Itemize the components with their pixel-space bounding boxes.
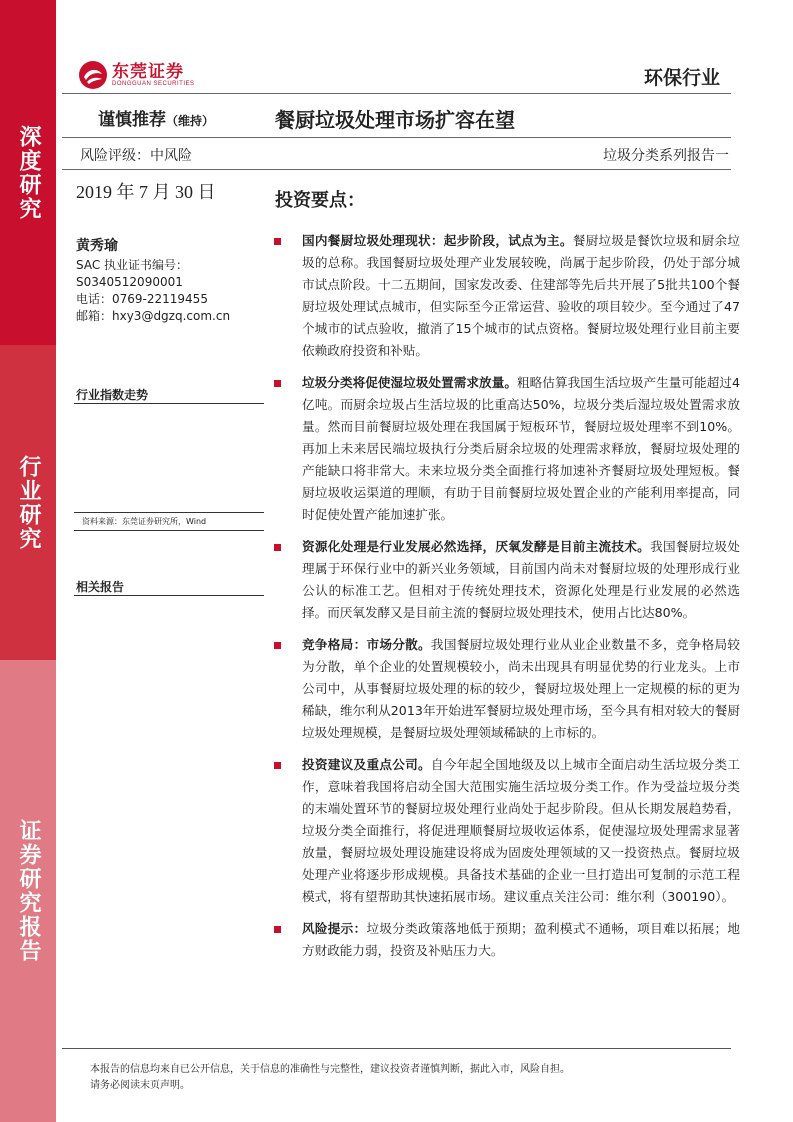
logo-name: 东莞证券	[112, 62, 184, 82]
sac-number: S0340512090001	[76, 275, 183, 289]
band-segment-securities-report	[0, 660, 56, 1122]
analyst-name: 黄秀瑜	[76, 238, 118, 254]
company-logo	[78, 60, 195, 90]
key-points-list	[270, 226, 740, 962]
key-points-title: 投资要点：	[275, 190, 365, 211]
band-label: 行业研究	[16, 454, 41, 551]
subheader-divider	[62, 169, 731, 170]
key-point	[270, 754, 740, 908]
logo-english-name: DONGGUAN SECURITIES	[112, 81, 195, 87]
disclaimer-line: 请务必阅读末页声明。	[90, 1080, 190, 1091]
key-point	[270, 918, 740, 962]
bullet-square-icon	[274, 762, 281, 769]
band-segment-industry-research	[0, 345, 56, 660]
key-point-body: 餐厨垃圾是餐饮垃圾和厨余垃圾的总称。我国餐厨垃圾处理产业发展较晚，尚属于起步阶段，仍处于部分城市试点阶段。十二五期间，国家发改委、住建部等先后共开展了5批共100个餐厨垃圾处理试点城市，但实际至今正常运营、验收的项目较少。至今通过了47个城市的试点验收，撤消了15个城市的试点资格。餐厨垃圾处理行业目前主要依赖政府投资和补贴。	[302, 233, 741, 358]
rating	[98, 105, 214, 130]
related-reports-title: 相关报告	[76, 580, 125, 594]
industry-label: 环保行业	[643, 67, 720, 89]
bullet-square-icon	[274, 380, 281, 387]
key-point	[270, 634, 740, 744]
sac-label: SAC 执业证书编号：	[76, 258, 189, 272]
bullet-square-icon	[274, 642, 281, 649]
footer-disclaimer	[90, 1062, 570, 1094]
key-point-heading: 资源化处理是行业发展必然选择，厌氧发酵是目前主流技术。	[302, 539, 651, 554]
key-point-body: 自今年起全国地级及以上城市全面启动生活垃圾分类工作，意味着我国将启动全国大范围实施生活垃圾分类工作。作为受益垃圾分类的末端处置环节的餐厨垃圾处理行业尚处于起步阶段。但从长期发展趋势看，垃圾分类全面推行，将促进理顺餐厨垃圾收运体系，促使湿垃圾处理需求显著放量，餐厨垃圾处理设施建设将成为固废处理领域的又一投资热点。餐厨垃圾处理产业将逐步形成规模。具备技术基础的企业一旦打造出可复制的示范工程模式，将有望帮助其快速拓展市场。建议重点关注公司：维尔利（300190）。	[302, 757, 741, 904]
logo-mark-icon	[78, 60, 108, 90]
side-band	[0, 0, 56, 1122]
band-segment-deep-research	[0, 0, 56, 345]
key-point	[270, 230, 740, 362]
bullet-square-icon	[274, 238, 281, 245]
index-trend-title: 行业指数走势	[76, 388, 149, 402]
analyst-phone: 电话：0769-22119455	[76, 292, 208, 306]
report-date: 2019 年 7 月 30 日	[76, 182, 216, 202]
key-point-heading: 投资建议及重点公司。	[302, 757, 431, 772]
disclaimer-line: 本报告的信息均来自已公开信息，关于信息的准确性与完整性，建议投资者谨慎判断，据此入市，风险自担。	[90, 1064, 570, 1075]
bullet-square-icon	[274, 926, 281, 933]
key-point-body: 我国餐厨垃圾处理行业从业企业数量不多，竞争格局较为分散，单个企业的处置规模较小，尚未出现具有明显优势的行业龙头。上市公司中，从事餐厨垃圾处理的标的较少，餐厨垃圾处理上一定规模的标的更为稀缺，维尔利从2013年开始进军餐厨垃圾处理市场，至今具有相对较大的餐厨垃圾处理规模，是餐厨垃圾处理领域稀缺的上市标的。	[302, 637, 741, 740]
risk-rating: 风险评级：中风险	[80, 148, 192, 164]
report-title: 餐厨垃圾处理市场扩容在望	[275, 108, 515, 132]
key-point-body: 粗略估算我国生活垃圾产生量可能超过4亿吨。而厨余垃圾占生活垃圾的比重高达50%，垃圾分类后湿垃圾处置需求放量。然而目前餐厨垃圾处理在我国属于短板环节，餐厨垃圾处理率不到10%。再加上未来居民端垃圾执行分类后厨余垃圾的处理需求释放，餐厨垃圾处理的产能缺口将非常大。未来垃圾分类全面推行将加速补齐餐厨垃圾处理短板。餐厨垃圾收运渠道的理顺，有助于目前餐厨垃圾处置企业的产能利用率提高，同时促使处置产能加速扩张。	[302, 375, 741, 522]
report-series: 垃圾分类系列报告一	[603, 148, 729, 164]
key-point-body: 垃圾分类政策落地低于预期；盈利模式不通畅，项目难以拓展；地方财政能力弱，投资及补贴压力大。	[302, 921, 741, 958]
header-divider	[62, 93, 731, 94]
rating-label: 谨慎推荐	[98, 110, 166, 130]
key-point-heading: 竞争格局：市场分散。	[302, 637, 431, 652]
title-divider	[62, 137, 731, 138]
rating-note: （维持）	[166, 114, 215, 128]
chart-source: 资料来源：东莞证券研究所，Wind	[82, 517, 207, 526]
related-reports-divider	[74, 595, 264, 596]
analyst-email: 邮箱：hxy3@dgzq.com.cn	[76, 309, 231, 323]
band-label: 深度研究	[16, 124, 41, 221]
band-label: 证券研究报告	[16, 819, 41, 963]
index-trend-divider	[74, 403, 264, 404]
key-point	[270, 536, 740, 624]
bullet-square-icon	[274, 544, 281, 551]
key-point-heading: 垃圾分类将促使湿垃圾处置需求放量。	[302, 375, 517, 390]
key-point	[270, 372, 740, 526]
key-point-heading: 国内餐厨垃圾处理现状：起步阶段，试点为主。	[302, 233, 573, 248]
key-point-heading: 风险提示：	[302, 921, 367, 936]
source-divider	[74, 530, 264, 531]
key-point-body: 我国餐厨垃圾处理属于环保行业中的新兴业务领域，目前国内尚未对餐厨垃圾的处理形成行业公认的标准工艺。但相对于传统处理技术，资源化处理是行业发展的必然选择。而厌氧发酵又是目前主流的餐厨垃圾处理技术，使用占比达80%。	[302, 539, 741, 620]
analyst-info	[76, 238, 230, 325]
chart-area-divider	[74, 512, 264, 513]
footer-divider	[62, 1048, 731, 1049]
